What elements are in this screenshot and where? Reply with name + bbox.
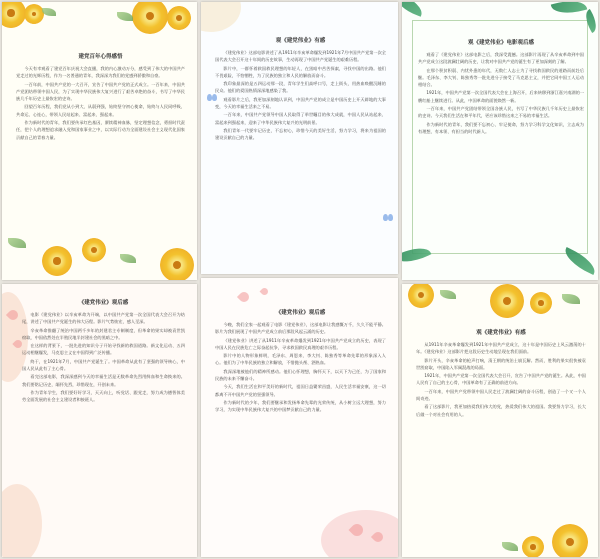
paragraph: 在这样的背景下，一批先进的知识分子开始寻找新的救国道路。新文化运动、五四运动相继爆发，马克思主义在中国得到广泛传播。 xyxy=(22,343,185,356)
page-title: 《建党伟业》观后感 xyxy=(78,300,129,306)
paragraph: 作为新时代的青年，我们要不忘初心、牢记使命，努力学习科学文化知识，立志成为有理想、有本领、有担当的时代新人。 xyxy=(418,121,584,134)
leaf-decoration xyxy=(440,290,456,299)
paragraph: 一百年来，中国共产党带领中国人民走过了波澜壮阔的奋斗历程，创造了一个又一个人间奇迹。 xyxy=(416,388,586,402)
leaf-decoration xyxy=(562,294,580,304)
watercolor-decoration xyxy=(201,2,241,32)
document-page-4 xyxy=(2,284,197,557)
palm-leaf-decoration xyxy=(551,2,587,18)
page-title: 观《建党伟业》电影观后感 xyxy=(467,40,534,46)
paragraph: 1921年，中国共产党第一次全国代表大会在上海召开，后来转移到浙江嘉兴南湖的一艘红船上继续进行。从此，中国革命的面貌焕然一新。 xyxy=(418,90,584,103)
page-title: 《建党伟业》观后感 xyxy=(275,310,326,316)
paragraph: 影片开头，辛亥革命的枪声打响，清王朝的统治土崩瓦解。然而，胜利的果实很快被袁世凯窃取，中国陷入军阀混战的局面。 xyxy=(416,357,586,370)
sunflower-decoration xyxy=(2,2,26,28)
leaf-decoration xyxy=(117,12,133,21)
leaf-decoration xyxy=(42,8,56,16)
page-body xyxy=(215,36,386,143)
butterfly-decoration xyxy=(207,94,217,101)
document-page-2 xyxy=(201,2,398,274)
sunflower-decoration xyxy=(522,536,544,557)
paragraph: 从1911年辛亥革命爆发到1921年中国共产党成立，这十年是中国历史上风云激荡的十年。《建党伟业》这部影片把这段历史生动地呈现在我们面前。 xyxy=(416,342,586,355)
page-title: 观《建党伟业》有感 xyxy=(476,330,526,336)
paragraph: 在那个积贫积弱、内忧外患的年代，无数仁人志士为了寻找救国救民的道路而前赴后继。毛泽东、李大钊、陈独秀等一批先进分子接受了马克思主义，并把它同中国工人运动相结合。 xyxy=(418,67,584,88)
sunflower-decoration xyxy=(82,238,106,262)
paragraph: 我印象最深的是五四运动那一段，青年学生们高呼口号，走上街头，用热血唤醒沉睡的民众。他们的爱国热情深深地感染了我。 xyxy=(215,81,386,94)
paragraph: 《建党伟业》讲述了从1911年辛亥革命爆发到1921年中国共产党成立的历史，表现了中国人民在民族危亡之际奋起抗争，寻求救国救民真理的艰辛历程。 xyxy=(215,337,386,350)
page-body xyxy=(418,38,584,136)
leaf-decoration xyxy=(120,254,136,263)
paragraph: 观看影片之后，我更加深刻地认识到，中国共产党的成立是中国历史上开天辟地的大事变，今天的幸福生活来之不易。 xyxy=(215,96,386,110)
paragraph: 观看了《建党伟业》这部电影之后，我深受震撼。这部影片再现了从辛亥革命到中国共产党成立这段波澜壮阔的历史，让我对中国共产党的诞生有了更加深刻的了解。 xyxy=(418,52,584,65)
leaf-decoration xyxy=(8,238,26,248)
page-body xyxy=(215,308,386,415)
sunflower-decoration xyxy=(408,284,434,308)
page-body xyxy=(22,298,185,405)
sunflower-decoration xyxy=(167,6,191,30)
paragraph: 回望百年历程，我们党从小到大、从弱到强，始终坚守初心使命，始终与人民同呼吸、共命运、心连心，带领人民站起来、富起来、强起来。 xyxy=(16,104,185,117)
document-page-6 xyxy=(402,284,598,557)
document-page-5 xyxy=(201,278,398,557)
page-title: 建党百年心得感悟 xyxy=(78,54,123,60)
paragraph: 一百年前，中国共产党的一大召开，宣告了中国共产党的正式成立。一百年来，中国共产党团结带领中国人民，为了实现中华民族伟大复兴进行了艰苦卓绝的奋斗，书写了中华民族几千年历史上最恢宏的史诗。 xyxy=(16,81,185,102)
paragraph: 影片中的人物形象鲜明，毛泽东、周恩来、李大钊、陈独秀等革命先辈的形象深入人心。他们为了中华民族的独立和解放，不惜抛头颅、洒热血。 xyxy=(215,353,386,366)
sunflower-decoration xyxy=(42,246,72,276)
page-body xyxy=(416,328,586,419)
paragraph: 《建党伟业》这部电影讲述了从1911年辛亥革命爆发到1921年7月中国共产党第一次全国代表大会召开这十年间的历史故事，生动再现了中国共产党诞生的艰难历程。 xyxy=(215,50,386,63)
sunflower-decoration xyxy=(530,292,552,314)
sunflower-decoration xyxy=(552,524,588,557)
paragraph: 一百年来，中国共产党领导中国人民取得了举世瞩目的伟大成就，中国人民从站起来、富起来到强起来，迎来了中华民族伟大复兴的光明前景。 xyxy=(215,112,386,125)
page-body xyxy=(16,52,185,142)
paragraph: 看了这部影片，我更加热爱我们伟大的党，热爱我们伟大的祖国。我要努力学习，长大后做一个对社会有用的人。 xyxy=(416,404,586,417)
paragraph: 电影《建党伟业》以辛亥革命为开端，以中国共产党第一次全国代表大会召开为结尾，讲述了中国共产党诞生的伟大历程。影片气势恢宏，感人至深。 xyxy=(22,312,185,325)
watercolor-decoration xyxy=(2,484,42,557)
paragraph: 看完这部电影，我深深感到今天的幸福生活是无数革命先烈用鲜血和生命换来的。我们要铭记历史，缅怀先烈，珍惜现在，开创未来。 xyxy=(22,374,185,387)
paragraph: 今天有幸观看了建党百年庆祝大会直播，我的内心激动万分，感受到了伟大的中国共产党走过的光辉历程，作为一名普通的青年，我深深为我们的党感到骄傲和自豪。 xyxy=(16,66,185,79)
paragraph: 我深深地被他们的精神所感动。他们心怀理想，胸怀天下，以天下为己任，为了国家和民族的未来不懈奋斗。 xyxy=(215,368,386,382)
leaf-decoration xyxy=(502,542,518,551)
sunflower-decoration xyxy=(24,4,44,24)
page-title: 观《建党伟业》有感 xyxy=(275,38,326,44)
document-page-1 xyxy=(2,2,197,280)
paragraph: 我们青年一代要牢记历史，不忘初心，珍惜今天的美好生活，努力学习，将来为祖国的建设贡献自己的力量。 xyxy=(215,127,386,141)
palm-leaf-decoration xyxy=(402,2,425,17)
sunflower-decoration xyxy=(160,248,194,280)
paragraph: 终于，在1921年7月，中国共产党诞生了。中国革命从此有了坚强的领导核心，中国人民从此有了主心骨。 xyxy=(22,358,185,372)
butterfly-decoration xyxy=(383,214,393,221)
heart-decoration xyxy=(237,290,251,304)
sunflower-decoration xyxy=(490,284,524,318)
paragraph: 今晚，我们全家一起观看了电影《建党伟业》，这部电影让我感慨万千，久久不能平静。影片为我们展现了中国共产党成立前后那段风起云涌的历史。 xyxy=(215,322,386,335)
paragraph: 作为青年学生，我们要好好学习，天天向上，听党话、跟党走，努力成为德智体美劳全面发展的社会主义建设者和接班人。 xyxy=(22,389,185,403)
paragraph: 辛亥革命推翻了统治中国两千多年的封建君主专制制度，但革命的果实却被袁世凯窃取，中国依然处在半殖民地半封建社会的黑暗之中。 xyxy=(22,327,185,340)
paragraph: 作为新时代的少年，我们要继承和发扬革命先辈的光荣传统，从小树立远大理想，努力学习，为实现中华民族伟大复兴的中国梦贡献自己的力量。 xyxy=(215,399,386,413)
sunflower-decoration xyxy=(132,2,168,34)
paragraph: 作为新时代的青年，我们要传承红色基因，赓续精神血脉，坚定理想信念，勇担时代责任，把个人的理想追求融入党和国家事业之中，以实际行动为全面建设社会主义现代化国家贡献自己的青春力量。 xyxy=(16,120,185,140)
document-page-3 xyxy=(402,2,598,280)
paragraph: 影片中，一群怀着救国救民理想的年轻人，在黑暗中苦苦探索，寻找中国的出路。他们不畏艰险，不怕牺牲，为了民族的独立和人民的解放而奋斗。 xyxy=(215,65,386,78)
heart-decoration xyxy=(260,287,270,297)
paragraph: 一百年来，中国共产党团结带领全国各族人民，书写了中华民族几千年历史上最恢宏的史诗。今天我们生活在和平年代，更应该珍惜这来之不易的幸福生活。 xyxy=(418,106,584,119)
paragraph: 今天，我们生活在和平美好的新时代，祖国日益繁荣昌盛，人民生活幸福安康，这一切都离不开中国共产党的坚强领导。 xyxy=(215,384,386,397)
paragraph: 1921年，中国共产党第一次全国代表大会召开，宣告了中国共产党的诞生。从此，中国人民有了自己的主心骨，中国革命有了正确的前进方向。 xyxy=(416,373,586,386)
